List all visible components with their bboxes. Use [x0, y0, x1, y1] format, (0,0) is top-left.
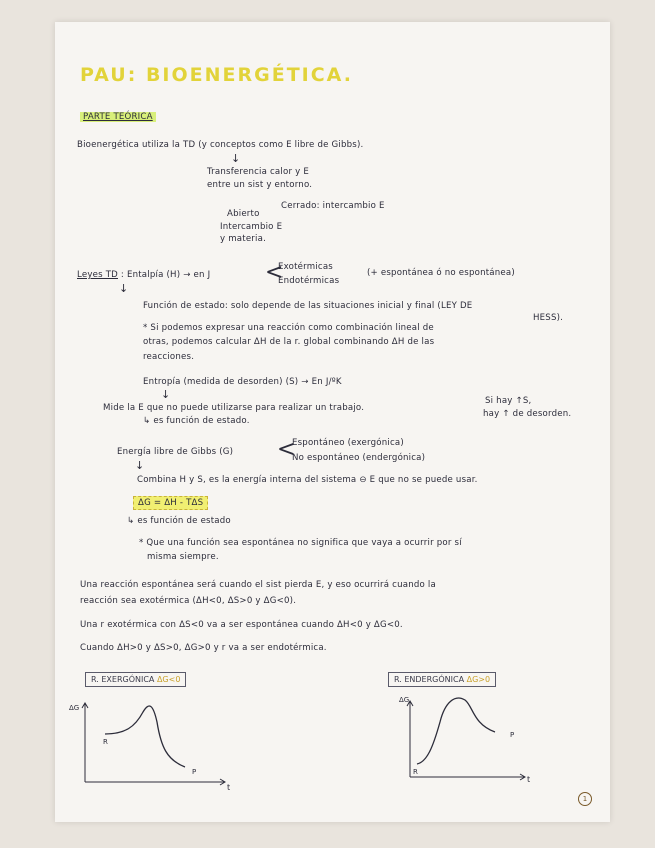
endo-label: Endotérmicas: [278, 276, 340, 286]
reactant-label: R: [413, 768, 418, 776]
es-funcion-line: ↳ es función de estado: [127, 516, 231, 526]
intro-line: Bioenergética utiliza la TD (y conceptos como E libre de Gibbs).: [77, 140, 364, 150]
y-axis-label: ΔG: [399, 696, 410, 704]
endergonic-graph: [399, 696, 530, 784]
hess-label: HESS).: [533, 313, 564, 323]
notebook-page: [55, 22, 610, 822]
energy-diagrams: [55, 22, 610, 822]
combina-line: Combina H y S, es la energía interna del sistema ⊖ E que no se puede usar.: [137, 475, 478, 485]
si-hay-label: Si hay ↑S,: [485, 396, 532, 406]
exo-label: Exotérmicas: [278, 262, 333, 272]
endergonic-curve: [417, 698, 495, 764]
mide-line-2: ↳ es función de estado.: [143, 416, 250, 426]
paragraph-line-1: Una reacción espontánea será cuando el sist pierda E, y eso ocurrirá cuando la: [80, 580, 436, 590]
x-axis-label: t: [227, 783, 231, 792]
endergonic-label: R. ENDERGÓNICA: [394, 675, 465, 684]
funcion-estado-line: Función de estado: solo depende de las situaciones inicial y final (LEY DE: [143, 301, 473, 311]
leyes-label: Leyes TD: [77, 270, 118, 280]
gibbs-line: Energía libre de Gibbs (G): [117, 447, 234, 457]
cerrado-line: Cerrado: intercambio E: [281, 201, 385, 211]
y-axis-label: ΔG: [69, 704, 80, 712]
intercambio-line-1: Intercambio E: [220, 222, 283, 232]
section-label: PARTE TEÓRICA: [80, 112, 156, 122]
abierto-label: Abierto: [227, 209, 260, 219]
espontaneo-label: Espontáneo (exergónica): [292, 438, 404, 448]
que-una-line-2: misma siempre.: [147, 552, 219, 562]
entropia-line: Entropía (medida de desorden) (S) → En J/ºK: [143, 377, 342, 387]
exergonic-sign: ΔG<0: [156, 675, 181, 684]
no-espontaneo-label: No espontáneo (endergónica): [292, 453, 426, 463]
espontanea-note: (+ espontánea ó no espontánea): [367, 268, 515, 278]
reaccion-line-1: * Si podemos expresar una reacción como combinación lineal de: [143, 323, 434, 333]
intercambio-line-2: y materia.: [220, 234, 267, 244]
product-label: P: [510, 731, 515, 739]
paragraph-line-4: Cuando ΔH>0 y ΔS>0, ΔG>0 y r va a ser endotérmica.: [80, 643, 327, 653]
reaccion-line-3: reacciones.: [143, 352, 195, 362]
down-arrow-icon: ↓: [161, 388, 171, 401]
brace-icon: <: [265, 260, 284, 285]
mide-line-1: Mide la E que no puede utilizarse para realizar un trabajo.: [103, 403, 365, 413]
transfer-line-2: entre un sist y entorno.: [207, 180, 313, 190]
entalpia-text: : Entalpía (H) → en J: [120, 270, 211, 280]
page-title: PAU: BIOENERGÉTICA.: [80, 64, 353, 86]
down-arrow-icon: ↓: [119, 282, 129, 295]
gibbs-formula: ΔG = ΔH - TΔS: [133, 496, 208, 510]
reactant-label: R: [103, 738, 108, 746]
exergonic-label: R. EXERGÓNICA: [91, 675, 155, 684]
reaccion-line-2: otras, podemos calcular ΔH de la r. global combinando ΔH de las: [143, 337, 435, 347]
endergonic-sign: ΔG>0: [466, 675, 491, 684]
product-label: P: [192, 768, 197, 776]
exergonic-graph: [69, 703, 230, 792]
page-number: 1: [578, 792, 592, 806]
down-arrow-icon: ↓: [135, 459, 145, 472]
exergonic-curve: [105, 706, 185, 767]
brace-icon: <: [277, 437, 296, 462]
hay-desorden-label: hay ↑ de desorden.: [483, 409, 572, 419]
down-arrow-icon: ↓: [231, 152, 241, 165]
paragraph-line-2: reacción sea exotérmica (ΔH<0, ΔS>0 y ΔG<0).: [80, 596, 297, 606]
x-axis-label: t: [527, 775, 531, 784]
paragraph-line-3: Una r exotérmica con ΔS<0 va a ser espontánea cuando ΔH<0 y ΔG<0.: [80, 620, 403, 630]
transfer-line-1: Transferencia calor y E: [207, 167, 309, 177]
que-una-line-1: * Que una función sea espontánea no significa que vaya a ocurrir por sí: [139, 538, 462, 548]
